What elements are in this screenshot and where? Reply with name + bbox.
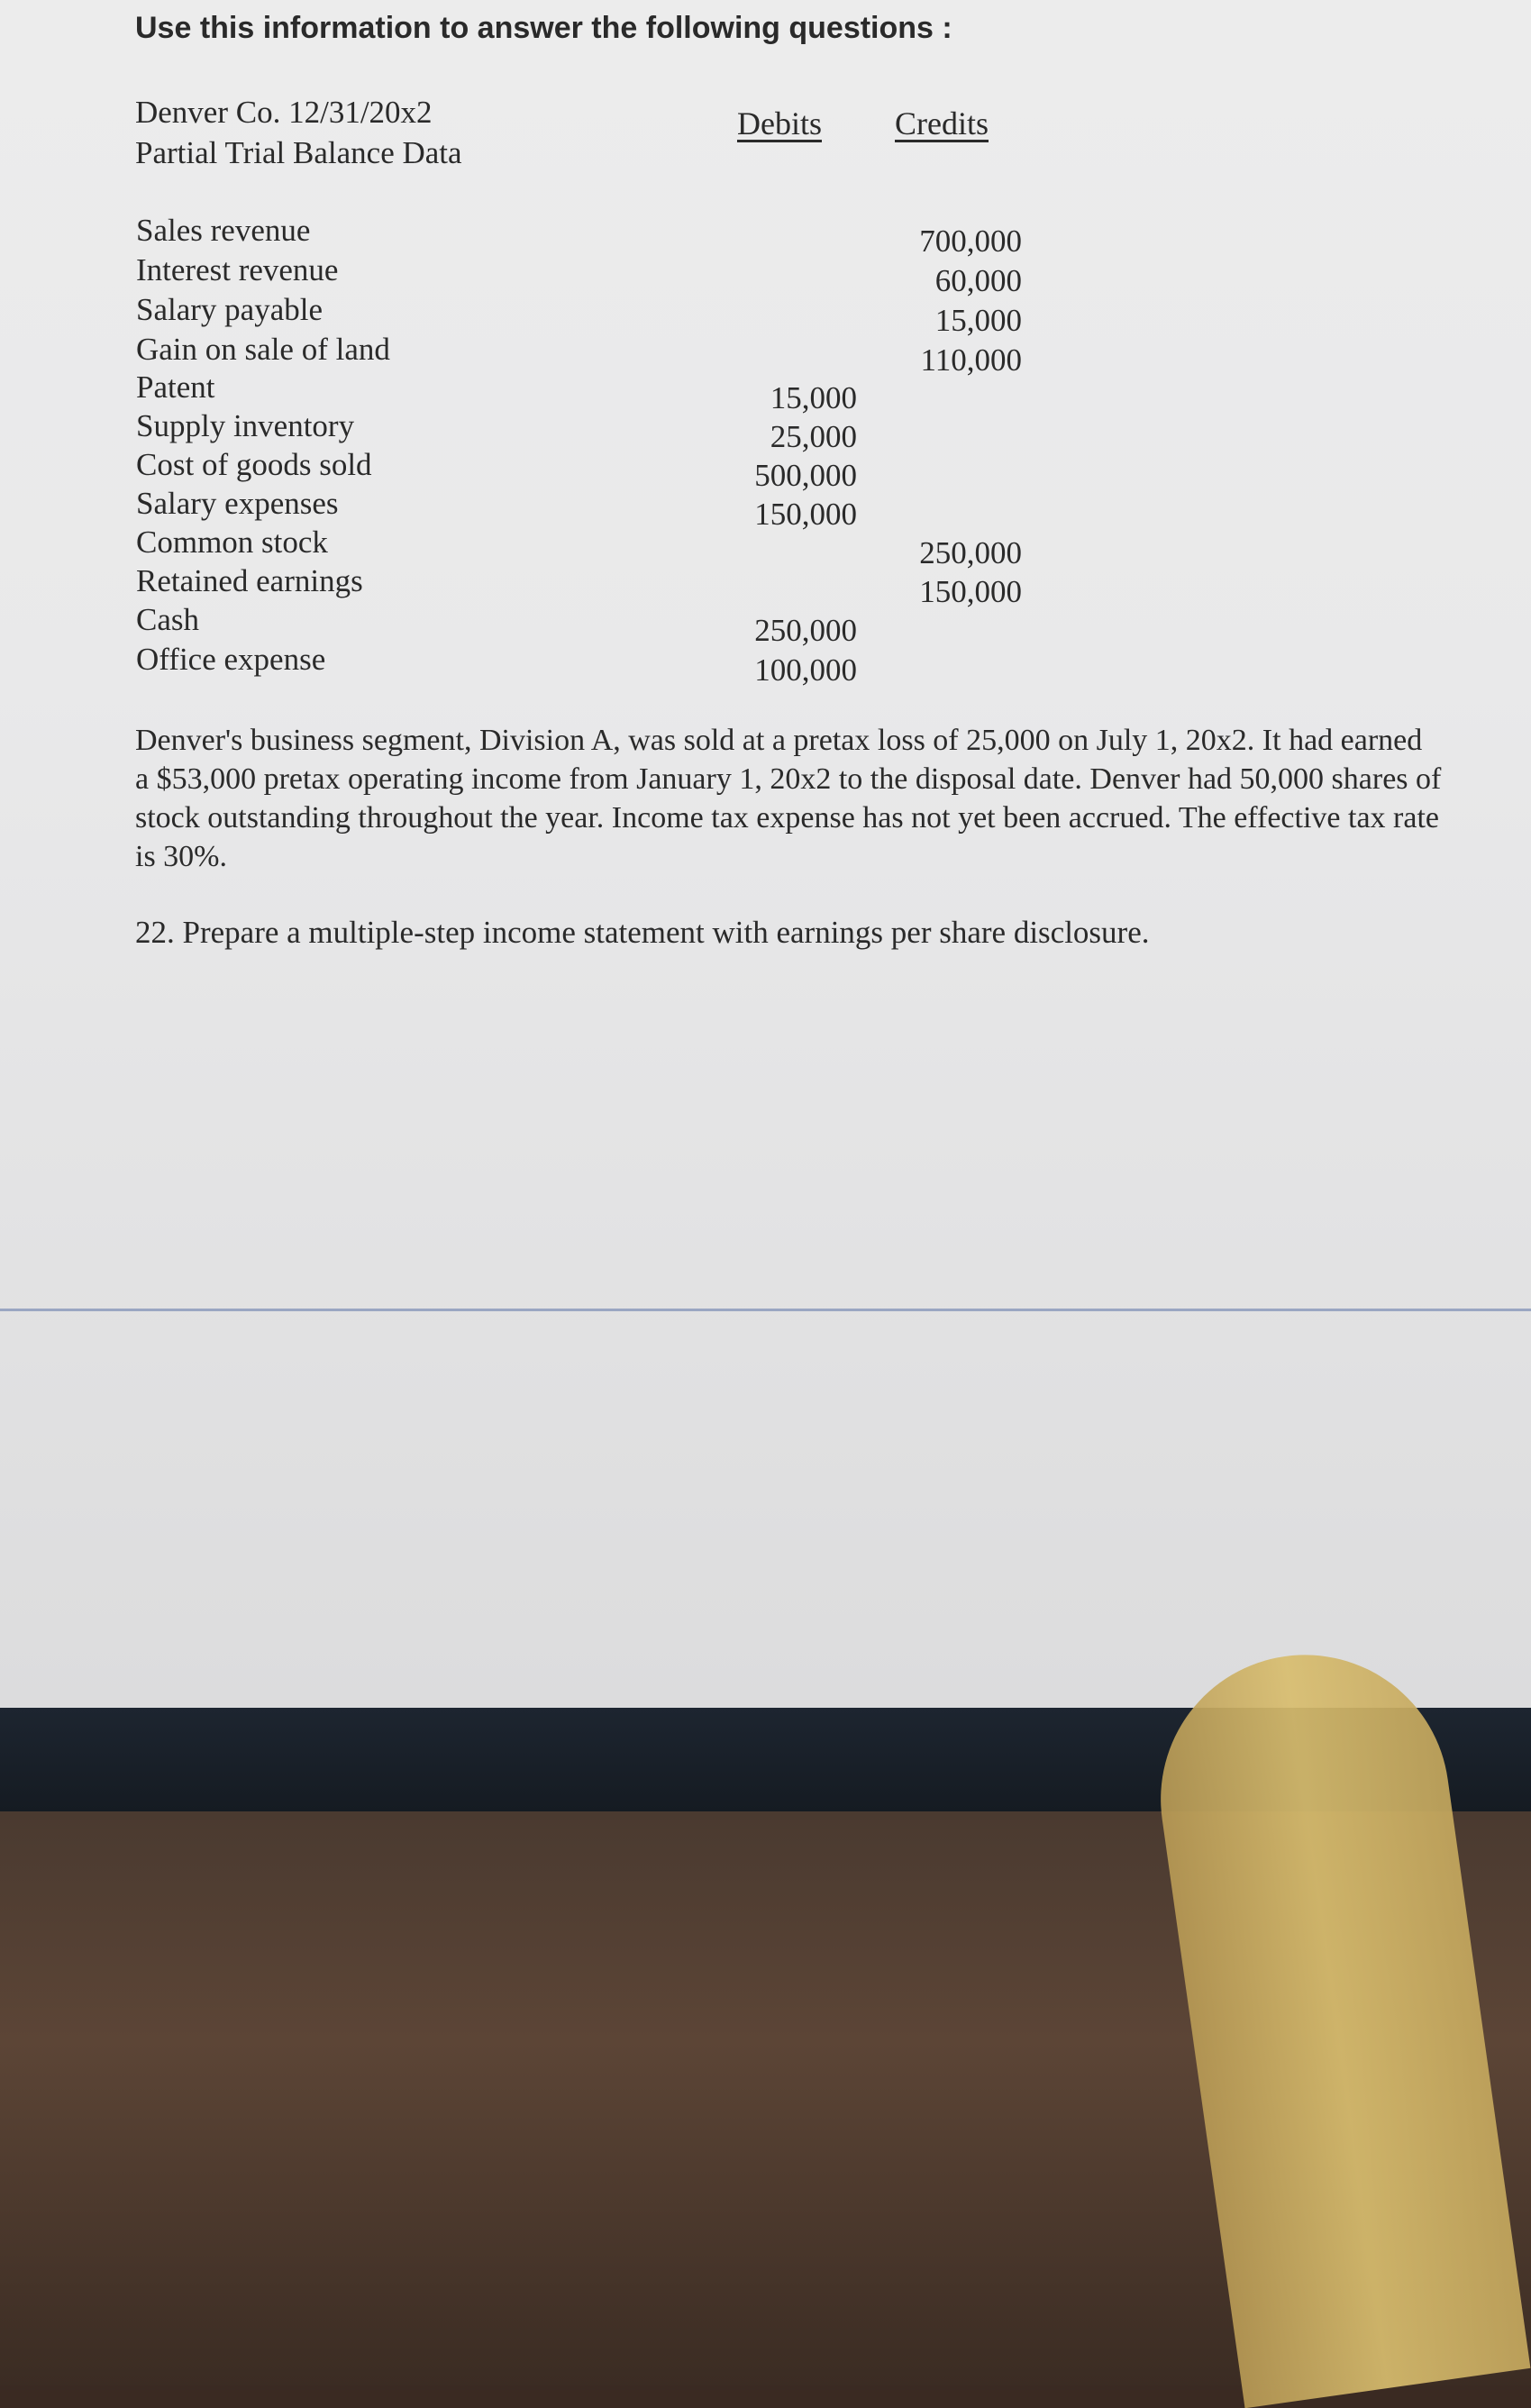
- account-name: Patent: [136, 369, 215, 405]
- account-name: Retained earnings: [136, 563, 363, 598]
- page-divider: [0, 1309, 1531, 1311]
- account-name: Salary expenses: [136, 486, 339, 521]
- credit-value: 700,000: [919, 223, 1022, 259]
- debit-value: 15,000: [770, 380, 857, 415]
- heading: Use this information to answer the following questions :: [135, 11, 952, 45]
- table-row: [0, 292, 1531, 338]
- debit-value: 150,000: [754, 497, 857, 532]
- scenario-paragraph: Denver's business segment, Division A, was sold at a pretax loss of 25,000 on July 1, 20x2. It had earned a $53,000 pretax operating income from January 1, 20x2 to the disposal date. Denver had 50,000 shares of stock outstanding throughout the year. Income tax expense has not yet been accrued. The effective tax rate is 30%.: [135, 724, 1442, 873]
- table-row: [0, 369, 1531, 415]
- credits-column-header: Credits: [895, 105, 989, 141]
- debit-value: 25,000: [770, 419, 857, 454]
- table-row: [0, 408, 1531, 454]
- account-name: Gain on sale of land: [136, 332, 390, 367]
- table-row: [0, 252, 1531, 298]
- account-name: Common stock: [136, 524, 328, 560]
- account-name: Supply inventory: [136, 408, 355, 443]
- account-name: Sales revenue: [136, 213, 311, 248]
- debit-value: 250,000: [754, 613, 857, 648]
- table-row: [0, 332, 1531, 378]
- company-name-date: Denver Co. 12/31/20x2: [135, 95, 433, 130]
- table-row: [0, 642, 1531, 688]
- company-header: [135, 92, 462, 173]
- table-row: [0, 563, 1531, 609]
- credit-value: 110,000: [920, 342, 1022, 378]
- debit-value: 500,000: [754, 458, 857, 493]
- question-22: 22. Prepare a multiple-step income statement with earnings per share disclosure.: [135, 915, 1150, 950]
- debits-column-header: Debits: [737, 105, 822, 141]
- table-row: [0, 213, 1531, 259]
- credit-value: 15,000: [934, 303, 1022, 338]
- account-name: Salary payable: [136, 292, 323, 327]
- table-row: [0, 486, 1531, 532]
- account-name: Cash: [136, 602, 199, 637]
- company-subtitle: Partial Trial Balance Data: [135, 135, 462, 170]
- table-row: [0, 447, 1531, 493]
- credit-value: 150,000: [919, 574, 1022, 609]
- credit-value: 60,000: [934, 263, 1022, 298]
- credit-value: 250,000: [919, 535, 1022, 570]
- account-name: Interest revenue: [136, 252, 339, 287]
- table-row: [0, 602, 1531, 648]
- account-name: Office expense: [136, 642, 326, 677]
- debit-value: 100,000: [754, 652, 857, 688]
- account-name: Cost of goods sold: [136, 447, 372, 482]
- table-row: [0, 524, 1531, 570]
